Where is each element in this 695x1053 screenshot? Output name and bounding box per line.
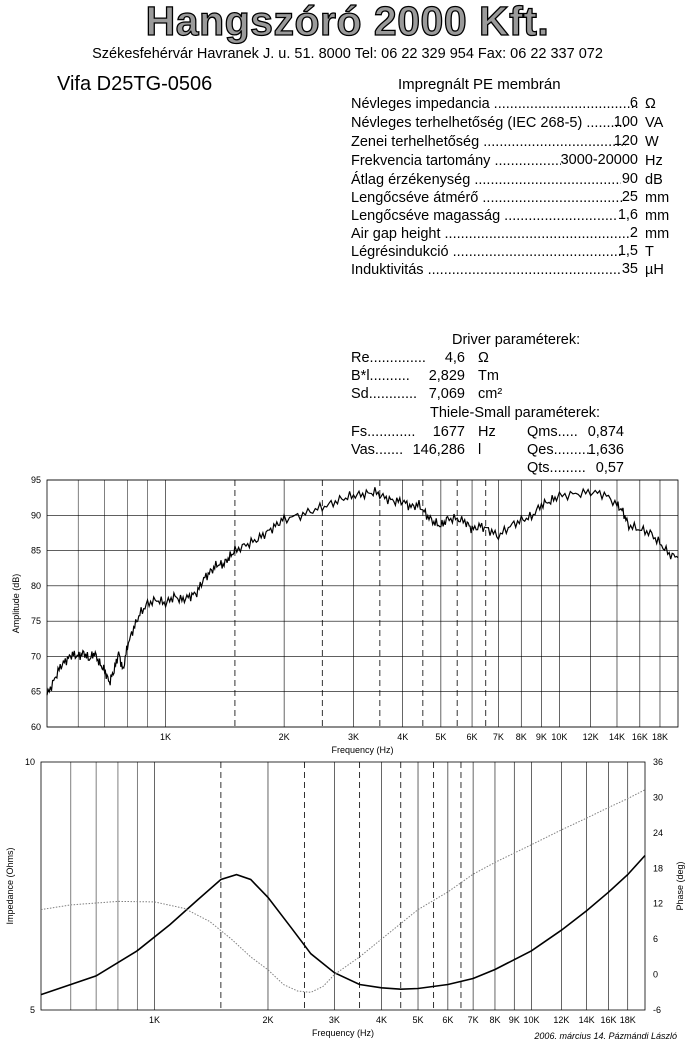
spec-label: Frekvencia tartomány ..... (351, 152, 561, 170)
x-tick-label: 16K (631, 732, 648, 742)
spec-value: 2 (629, 225, 638, 241)
driver-bl-label: B*l.......... (351, 368, 410, 384)
phase-tick-label: 30 (653, 792, 664, 803)
ts-vas-label: Vas....... (351, 442, 404, 458)
x-tick-label: 4K (375, 1015, 387, 1025)
driver-sd-label: Sd............ (351, 386, 418, 402)
spec-label: Air gap height ..... (351, 225, 631, 243)
x-tick-label: 4K (397, 732, 409, 742)
x-tick-label: 10K (523, 1015, 540, 1025)
spec-value: 120 (613, 133, 638, 149)
ts-qms-value: 0,874 (587, 424, 624, 440)
ts-qes-value: 1,636 (587, 442, 624, 458)
ts-qms-label: Qms..... (527, 424, 578, 440)
spec-value: 100 (613, 114, 638, 130)
amplitude-chart (11, 475, 678, 755)
spec-label: Lengőcséve átmérő ..... (351, 189, 624, 207)
x-tick-label: 6K (442, 1015, 454, 1025)
y-tick-label: 70 (30, 651, 41, 662)
spec-value: 1,5 (617, 243, 638, 259)
spec-unit: Hz (645, 153, 663, 169)
spec-label: Légrésindukció ..... (351, 243, 621, 261)
x-tick-label: 14K (608, 732, 625, 742)
ts-qes-label: Qes.......... (527, 442, 594, 458)
x-tick-label: 12K (582, 732, 599, 742)
spec-value: 35 (621, 261, 638, 277)
x-tick-label: 18K (651, 732, 668, 742)
spec-value: 3000-20000 (560, 152, 638, 168)
x-tick-label: 7K (467, 1015, 479, 1025)
y-tick-label: 95 (30, 475, 41, 485)
ts-qts-value: 0,57 (595, 460, 624, 476)
spec-unit: VA (645, 115, 664, 131)
spec-value: 90 (621, 171, 638, 187)
spec-unit: mm (645, 226, 670, 242)
phase-tick-label: 0 (653, 969, 659, 980)
impedance-chart (5, 757, 685, 1038)
phase-tick-label: 12 (653, 898, 664, 909)
driver-re-value: 4,6 (444, 350, 465, 366)
phase-tick-label: 36 (653, 757, 664, 767)
spec-unit: µH (645, 262, 664, 278)
footer-note: 2006. március 14. Pázmándi László (534, 1031, 677, 1041)
amplitude-series-line (47, 487, 678, 695)
spec-label: Átlag érzékenység ..... (351, 171, 621, 189)
spec-value: 6 (629, 95, 638, 111)
x-tick-label: 1K (160, 732, 172, 742)
y-tick-label: 60 (30, 722, 41, 732)
plot-frame (41, 762, 645, 1010)
spec-value: 1,6 (617, 207, 638, 223)
spec-label: Zenei terhelhetőség ..... (351, 133, 626, 151)
x-axis-label: Frequency (Hz) (331, 745, 394, 755)
x-tick-label: 10K (551, 732, 568, 742)
y-tick-label: 75 (30, 616, 41, 627)
driver-title: Driver paraméterek: (452, 332, 581, 348)
plot-frame (47, 480, 678, 727)
spec-unit: mm (645, 208, 670, 224)
spec-unit: T (645, 244, 654, 260)
x-tick-label: 3K (347, 732, 359, 742)
ts-title: Thiele-Small paraméterek: (430, 405, 601, 421)
spec-label: Induktivitás ..... (351, 261, 621, 279)
phase-axis-label: Phase (deg) (675, 861, 685, 911)
x-tick-label: 12K (553, 1015, 570, 1025)
x-tick-label: 8K (489, 1015, 501, 1025)
ts-vas-value: 146,286 (412, 442, 465, 458)
y-tick-label: 10 (24, 757, 35, 767)
spec-unit: dB (645, 172, 663, 188)
ts-fs-unit: Hz (478, 424, 496, 440)
impedance-series-line (41, 856, 645, 995)
y-tick-label: 65 (30, 686, 41, 697)
y-axis-label: Impedance (Ohms) (5, 847, 15, 925)
company-address: Székesfehérvár Havranek J. u. 51. 8000 Tel: 06 22 329 954 Fax: 06 22 337 072 (92, 46, 603, 62)
ts-fs-label: Fs............ (351, 424, 416, 440)
phase-tick-label: 18 (653, 863, 664, 874)
company-title: Hangszóró 2000 Kft. (145, 0, 550, 44)
model-name: Vifa D25TG-0506 (57, 73, 213, 95)
x-tick-label: 7K (492, 732, 504, 742)
x-tick-label: 1K (148, 1015, 161, 1025)
x-tick-label: 18K (619, 1015, 636, 1025)
phase-series-line (41, 790, 645, 993)
driver-sd-value: 7,069 (428, 386, 465, 402)
spec-unit: mm (645, 190, 670, 206)
y-tick-label: 85 (30, 545, 41, 556)
y-tick-label: 80 (30, 580, 41, 591)
x-tick-label: 5K (412, 1015, 424, 1025)
driver-re-label: Re.............. (351, 350, 426, 366)
membrane-type: Impregnált PE membrán (398, 76, 561, 93)
spec-label: Lengőcséve magasság ..... (351, 207, 616, 225)
spec-label: Névleges terhelhetőség (IEC 268-5) ..... (351, 114, 626, 132)
driver-re-unit: Ω (478, 350, 489, 366)
ts-qts-label: Qts......... (527, 460, 586, 476)
x-axis-label: Frequency (Hz) (311, 1028, 375, 1038)
x-tick-label: 9K (508, 1015, 520, 1025)
phase-tick-label: -6 (653, 1005, 662, 1015)
x-tick-label: 3K (328, 1015, 340, 1025)
driver-bl-value: 2,829 (428, 368, 465, 384)
x-tick-label: 6K (466, 732, 478, 742)
spec-value: 25 (621, 189, 638, 205)
driver-sd-unit: cm² (478, 386, 503, 402)
x-tick-label: 8K (515, 732, 527, 742)
x-tick-label: 2K (262, 1015, 274, 1025)
ts-vas-unit: l (478, 442, 482, 458)
y-tick-label: 5 (29, 1005, 35, 1015)
y-axis-label: Amplitude (dB) (11, 573, 21, 634)
x-tick-label: 9K (535, 732, 547, 742)
phase-tick-label: 6 (653, 934, 659, 945)
x-tick-label: 16K (600, 1015, 617, 1025)
y-tick-label: 90 (30, 510, 41, 521)
x-tick-label: 14K (578, 1015, 595, 1025)
ts-fs-value: 1677 (432, 424, 465, 440)
phase-tick-label: 24 (653, 827, 664, 838)
spec-unit: Ω (645, 96, 656, 112)
driver-bl-unit: Tm (478, 368, 499, 384)
x-tick-label: 5K (435, 732, 447, 742)
spec-label: Névleges impedancia ..... (351, 95, 639, 113)
x-tick-label: 2K (278, 732, 290, 742)
spec-unit: W (645, 134, 659, 150)
